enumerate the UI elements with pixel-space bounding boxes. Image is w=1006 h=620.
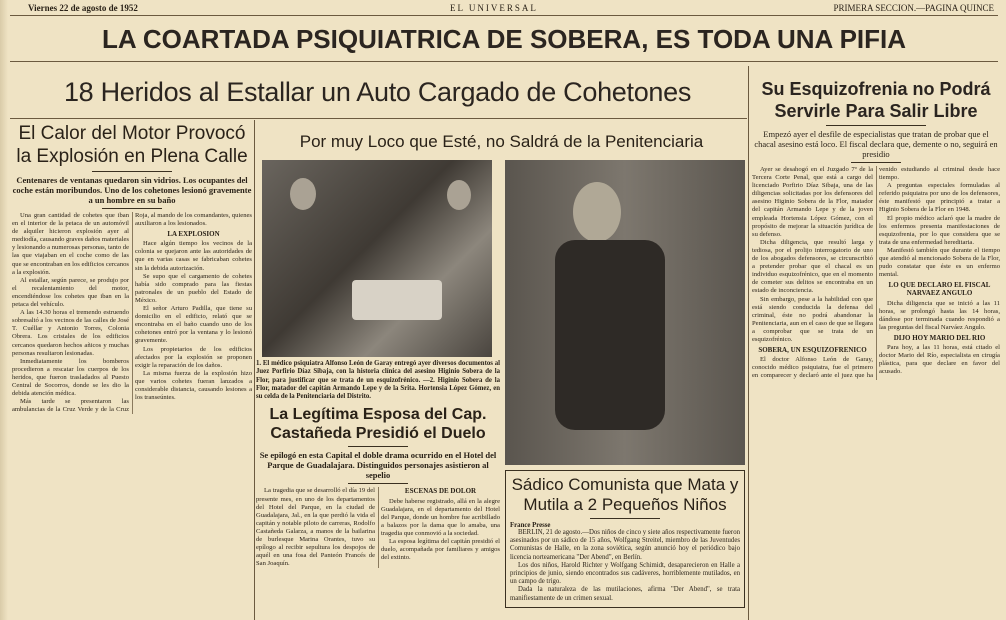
issue-date: Viernes 22 de agosto de 1952 [28, 3, 138, 13]
paragraph: A preguntas especiales formuladas al referido psiquiatra por uno de los defensores, éste manifestó que principió a tratar a Higinio Sobera de la Flor en 1948. [879, 182, 1000, 214]
photo-caption: 1. El médico psiquiatra Alfonso León de Garay entregó ayer diversos documentos al Juez Porfirio Díaz Sibaja, con la historia clínica del asesino Higinio Sobera de la Flor, para justificar que se trata de un esquizofrénico. —2. Higinio Sobera de la Flor, matador del capitán Armando Lepe y de la Srita. Hortensia López Gómez, en su celda de la Penitenciaria del Distrito. [256, 360, 500, 401]
paragraph: Los propietarios de los edificios afectados por la explosión se proponen exigir la reparación de los daños. [135, 345, 252, 369]
divider [348, 446, 408, 447]
paragraph: BERLIN, 21 de agosto.—Dos niños de cinco y siete años respectivamente fueron asesinados por un sádico de 15 años, Wolfgang Streitel, miembro de las Juventudes Comunistas de Halle, en la zona soviética, según anunció hoy el periódico bajo licencia norteamericana "Der Abend", en Berlín. [510, 529, 740, 561]
divider [348, 483, 408, 484]
subhead: LO QUE DECLARO EL FISCAL NARVAEZ ANGULO [888, 281, 991, 298]
photo-psychiatrist-judge [262, 160, 492, 357]
center-headline: Por muy Loco que Esté, no Saldrá de la Penitenciaria [299, 132, 704, 151]
banner-headline: LA COARTADA PSIQUIATRICA DE SOBERA, ES TODA UNA PIFIA [10, 18, 998, 62]
agency-credit: France Presse [510, 522, 551, 529]
subhead: LA EXPLOSION [167, 230, 220, 239]
right-story-body [752, 166, 1000, 380]
paragraph: Al estallar, según parece, se produjo por el recalentamiento del motor, encendiéndose los cohetes que iban en la petaca del vehículo. [12, 276, 129, 309]
divider [92, 171, 172, 172]
box-story [505, 470, 745, 608]
column-rule [254, 120, 255, 620]
divider [826, 125, 926, 126]
paragraph: Sin embargo, pese a la habilidad con que está siendo conducida la defensa del criminal, éste no podrá abandonar la Penitenciaria, aun en el caso de que se llegara a comprobar que se trata de un esquizofrénico. [752, 295, 873, 343]
box-story-body [510, 529, 740, 603]
paragraph: Una gran cantidad de cohetes que iban en el interior de la petaca de un automóvil de alquiler hicieron explosión ayer al mediodía, causando graves daños materiales y lesionando a numerosas personas, tanto de las que viajaban en el coche como de las que se encontraban en los edificios cercanos a la explosión. [12, 212, 130, 276]
divider [851, 162, 901, 163]
section-label: PRIMERA SECCION.—PAGINA QUINCE [833, 3, 994, 13]
main-headline: 18 Heridos al Estallar un Auto Cargado de Cohetones [63, 77, 692, 107]
paragraph: Para hoy, a las 11 horas, está citado el doctor Mario del Río, especialista en cirugía plástica, para que declare en favor del acusado. [879, 343, 1000, 376]
paragraph: Hace algún tiempo los vecinos de la colonia se quejaron ante las autoridades de que en varias casas se fabricaban cohetes sin la debida autorización. [135, 240, 252, 272]
paragraph: Debe haberse registrado, allá en la alegre Guadalajara, en el departamento del Hotel del Parque, donde un hombre fue acribillado a balazos por la dama que lo amaba, una tragedia que conmovió a la sociedad. [381, 497, 500, 537]
right-story-headline: Su Esquizofrenia no Podrá Servirle Para Salir Libre [761, 79, 991, 121]
paragraph: Más tarde se presentaron las ambulancias de la Cruz Verde y de la Cruz Roja, al mando de los comandantes, quienes auxiliaron a los lesionados. [12, 212, 252, 414]
middle-story-headline: La Legítima Esposa del Cap. Castañeda Presidió el Duelo [269, 406, 487, 443]
paragraph: A las 14.30 horas el tremendo estruendo sobresaltó a los vecinos de las calles de José T. Cuéllar y Antonio Torres, Colonia Obrera. Los cristales de los edificios cercanos quedaron hechos añicos y muchas personas resultaron lesionadas. [12, 309, 129, 357]
paragraph: Dicha diligencia que se inició a las 11 horas, se prolongó hasta las 14 horas, dándose por terminada cuando respondió a las preguntas del fiscal Narváez Angulo. [879, 299, 1000, 331]
left-story [12, 122, 252, 414]
column-rule [748, 66, 749, 620]
divider [590, 518, 660, 519]
paragraph: La tragedia que se desarrolló el día 19 del presente mes, en uno de los departamentos del Hotel del Parque, en la ciudad de Guadalajara, Jal., en la que perdió la vida el capitán y notable piloto de carreras, Rodolfo Castañeda Galarza, a manos de la bailarina de burlesque Marina Orantes, tuvo su epílogo al recibir sepultura los despojos de aquél en una fosa del Panteón Francés de San Joaquín. [256, 487, 375, 568]
subhead: DIJO HOY MARIO DEL RIO [893, 333, 986, 342]
paragraph: El doctor Alfonso León de Garay, conocido médico psiquiatra, fue el primero en comparecer y declaró ante el juez que ha venido estudiando al criminal desde hace tiempo. [752, 166, 1000, 380]
right-story-deck: Empezó ayer el desfile de especialistas que tratan de probar que el chacal asesino está loco. El fiscal declara que, demente o no, seguirá en presidio [754, 129, 998, 159]
paragraph: El propio médico aclaró que la madre de los enfermos presenta manifestaciones de esquizofrenia, por lo que considera que se trata de una enfermedad hereditaria. [879, 214, 1000, 246]
subhead: ESCENAS DE DOLOR [404, 487, 477, 496]
middle-story-body [256, 487, 500, 568]
right-story [752, 78, 1000, 380]
paragraph: La esposa legítima del capitán presidió el duelo, acompañada por familiares y amigos del extinto. [381, 538, 500, 562]
paragraph: Manifestó también que durante el tiempo que atendió al mencionado Sobera de la Flor, pudo constatar que éste es un enfermo mental. [879, 246, 1000, 279]
paragraph: Inmediatamente los bomberos procedieron a rescatar los cuerpos de los heridos, que fueron trasladados al Puesto Central de Socorros, donde se les dio la debida atención médica. [12, 357, 129, 398]
page-header [10, 2, 998, 16]
masthead: EL UNIVERSAL [450, 3, 538, 13]
divider [10, 118, 747, 119]
left-story-body [12, 212, 252, 414]
paragraph: El señor Arturo Padilla, que tiene su domicilio en el edificio, relató que se encontraba en el baño cuando uno de los cohetones entró por la ventana y lo lesionó gravemente. [135, 305, 252, 345]
paragraph: La misma fuerza de la explosión hizo que varios cohetes fueran lanzados a considerable distancia, causando lesiones a los transeúntes. [135, 369, 252, 402]
middle-story-deck: Se epilogó en esta Capital el doble drama ocurrido en el Hotel del Parque de Guadalajara. Distinguidos personajes asistieron al sepelio [259, 450, 497, 481]
left-story-headline: El Calor del Motor Provocó la Explosión en Plena Calle [16, 123, 248, 167]
paragraph: Ayer se desahogó en el Juzgado 7º de la Tercera Corte Penal, que está a cargo del licenciado Porfirio Díaz Sibaja, una de las diligencias solicitadas por los defensores del asesino Higinio Sobera de la Flor, matador del capitán Armando Lepe y de la joven empleada Hortensia López Gómez, con el propósito de mejorar la situación jurídica de su defenso. [752, 166, 873, 238]
subhead: SOBERA, UN ESQUIZOFRENICO [758, 346, 867, 355]
page-edge [0, 0, 8, 620]
photo-sobera-cell [505, 160, 745, 465]
box-story-headline: Sádico Comunista que Mata y Mutila a 2 Pequeños Niños [511, 475, 739, 514]
middle-column [256, 360, 500, 568]
paragraph: Dada la naturaleza de las mutilaciones, afirma "Der Abend", se trata manifiestamente de un crimen sexual. [510, 586, 740, 602]
paragraph: Dicha diligencia, que resultó larga y tediosa, por el prolijo interrogatorio de uno de los abogados defensores, se circunscribió a pretender probar que el chacal es un individuo esquizofrénico, que en el momento de cometer sus delitos se encontraba en un estado de inconciencia. [752, 238, 873, 295]
divider [102, 208, 162, 209]
left-story-deck: Centenares de ventanas quedaron sin vidrios. Los ocupantes del coche están moribundos. Uno de los cohetones lesionó gravemente a un hombre en su baño [12, 175, 252, 205]
paragraph: Se supo que el cargamento de cohetes había sido comprado para las fiestas patronales de un pueblo del Estado de México. [135, 272, 252, 304]
paragraph: Los dos niños, Harold Richter y Wolfgang Schimidt, desaparecieron en Halle a principios de junio, siendo encontrados sus cadáveres, horriblemente mutilados, en un campo de trigo. [510, 561, 740, 586]
